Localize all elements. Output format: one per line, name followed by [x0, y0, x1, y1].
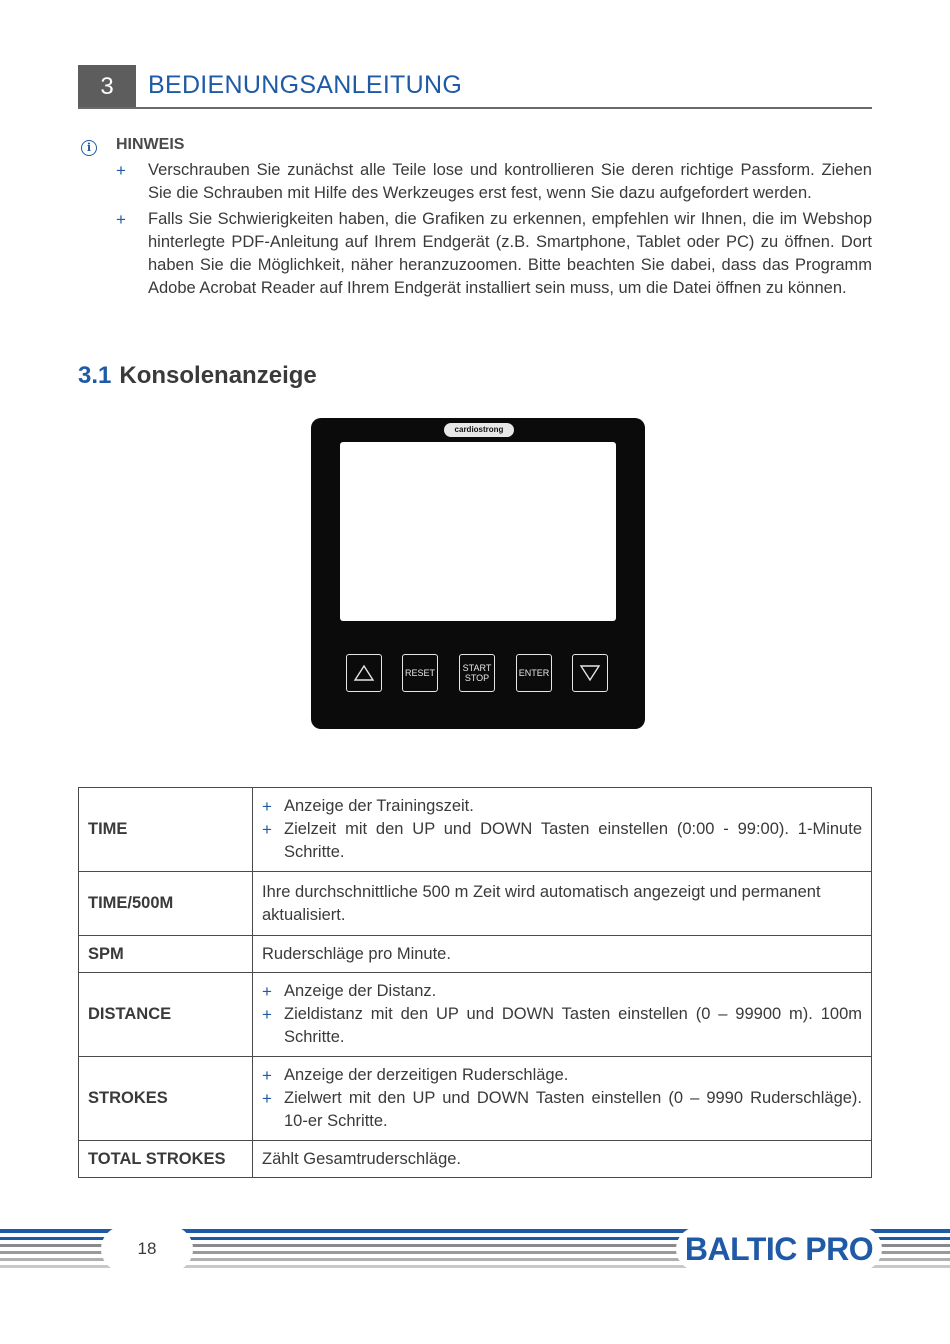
- row-key: TIME: [79, 788, 253, 872]
- plus-icon: +: [262, 1066, 272, 1085]
- row-key: STROKES: [79, 1057, 253, 1141]
- subsection-number: 3.1: [78, 362, 112, 389]
- row-key: TIME/500M: [79, 872, 253, 936]
- console-illustration: [311, 418, 645, 729]
- start-stop-label: [463, 663, 492, 683]
- list-item: [262, 1003, 862, 1049]
- plus-icon: +: [262, 797, 272, 816]
- stop-label: STOP: [464, 673, 490, 683]
- reset-button: RESET: [402, 654, 438, 692]
- table-row: [79, 973, 872, 1057]
- table-row: [79, 788, 872, 872]
- row-value: Zählt Gesamtruderschläge.: [253, 1141, 872, 1178]
- row-value: [253, 1057, 872, 1141]
- enter-button: ENTER: [516, 654, 552, 692]
- list-item-text: Zielwert mit den UP und DOWN Tasten einstellen (0 – 9990 Ruderschläge). 10-er Schritte.: [284, 1089, 862, 1130]
- section-header: [78, 65, 872, 109]
- list-item-text: Anzeige der Trainingszeit.: [284, 797, 474, 815]
- brand-name: BALTIC PRO: [676, 1227, 882, 1271]
- row-key: DISTANCE: [79, 973, 253, 1057]
- list-item-text: Zielzeit mit den UP und DOWN Tasten einstellen (0:00 - 99:00). 1-Minute Schritte.: [284, 820, 862, 861]
- down-button: [572, 654, 608, 692]
- list-item-text: Zieldistanz mit den UP und DOWN Tasten einstellen (0 – 99900 m). 100m Schritte.: [284, 1005, 862, 1046]
- list-item: [262, 795, 862, 818]
- notice-item-text: Verschrauben Sie zunächst alle Teile lose und kontrollieren Sie deren richtige Passform. Ziehen Sie die Schrauben mit Hilfe des Werkzeuges erst fest, wenn Sie dazu aufgefordert werden.: [148, 161, 872, 202]
- info-icon: i: [81, 140, 97, 156]
- plus-icon: +: [116, 161, 126, 180]
- row-value: [253, 973, 872, 1057]
- page-footer: [0, 1225, 950, 1275]
- row-key: TOTAL STROKES: [79, 1141, 253, 1178]
- notice-item: [112, 208, 872, 300]
- row-value: Ruderschläge pro Minute.: [253, 936, 872, 973]
- plus-icon: +: [262, 1005, 272, 1024]
- table-row: [79, 872, 872, 936]
- section-divider: [78, 107, 872, 109]
- table-row: [79, 1057, 872, 1141]
- row-key: SPM: [79, 936, 253, 973]
- plus-icon: +: [262, 982, 272, 1001]
- table-row: [79, 936, 872, 973]
- notice-list: [112, 159, 872, 303]
- list-item: [262, 818, 862, 864]
- start-label: START: [462, 663, 492, 673]
- page-number: 18: [103, 1228, 191, 1270]
- triangle-up-icon: [353, 664, 375, 682]
- row-value: [253, 788, 872, 872]
- subsection-heading: [78, 362, 317, 390]
- section-title: BEDIENUNGSANLEITUNG: [148, 71, 463, 99]
- list-item: [262, 1087, 862, 1133]
- table-row: [79, 1141, 872, 1178]
- list-item: [262, 1064, 862, 1087]
- console-functions-table: [78, 787, 872, 1178]
- plus-icon: +: [262, 1089, 272, 1108]
- plus-icon: +: [116, 210, 126, 229]
- plus-icon: +: [262, 820, 272, 839]
- brand-logo: cardiostrong: [444, 423, 514, 437]
- subsection-title: Konsolenanzeige: [119, 362, 317, 389]
- list-item-text: Anzeige der Distanz.: [284, 982, 437, 1000]
- start-stop-button: [459, 654, 495, 692]
- section-number: 3: [78, 65, 136, 108]
- list-item-text: Anzeige der derzeitigen Ruderschläge.: [284, 1066, 569, 1084]
- list-item: [262, 980, 862, 1003]
- console-screen: [340, 442, 616, 621]
- notice-item-text: Falls Sie Schwierigkeiten haben, die Grafiken zu erkennen, empfehlen wir Ihnen, die im Webshop hinterlegte PDF-Anleitung auf Ihrem Endgerät (z.B. Smartphone, Tablet oder PC) zu öffnen. Dort haben Sie die Möglichkeit, näher heranzuzoomen. Bitte beachten Sie dabei, dass das Programm Adobe Acrobat Reader auf Ihrem Endgerät installiert sein muss, um die Datei öffnen zu können.: [148, 210, 872, 297]
- notice-item: [112, 159, 872, 205]
- up-button: [346, 654, 382, 692]
- triangle-down-icon: [579, 664, 601, 682]
- notice-title: HINWEIS: [116, 136, 185, 153]
- row-value: Ihre durchschnittliche 500 m Zeit wird automatisch angezeigt und permanent aktualisiert.: [253, 872, 872, 936]
